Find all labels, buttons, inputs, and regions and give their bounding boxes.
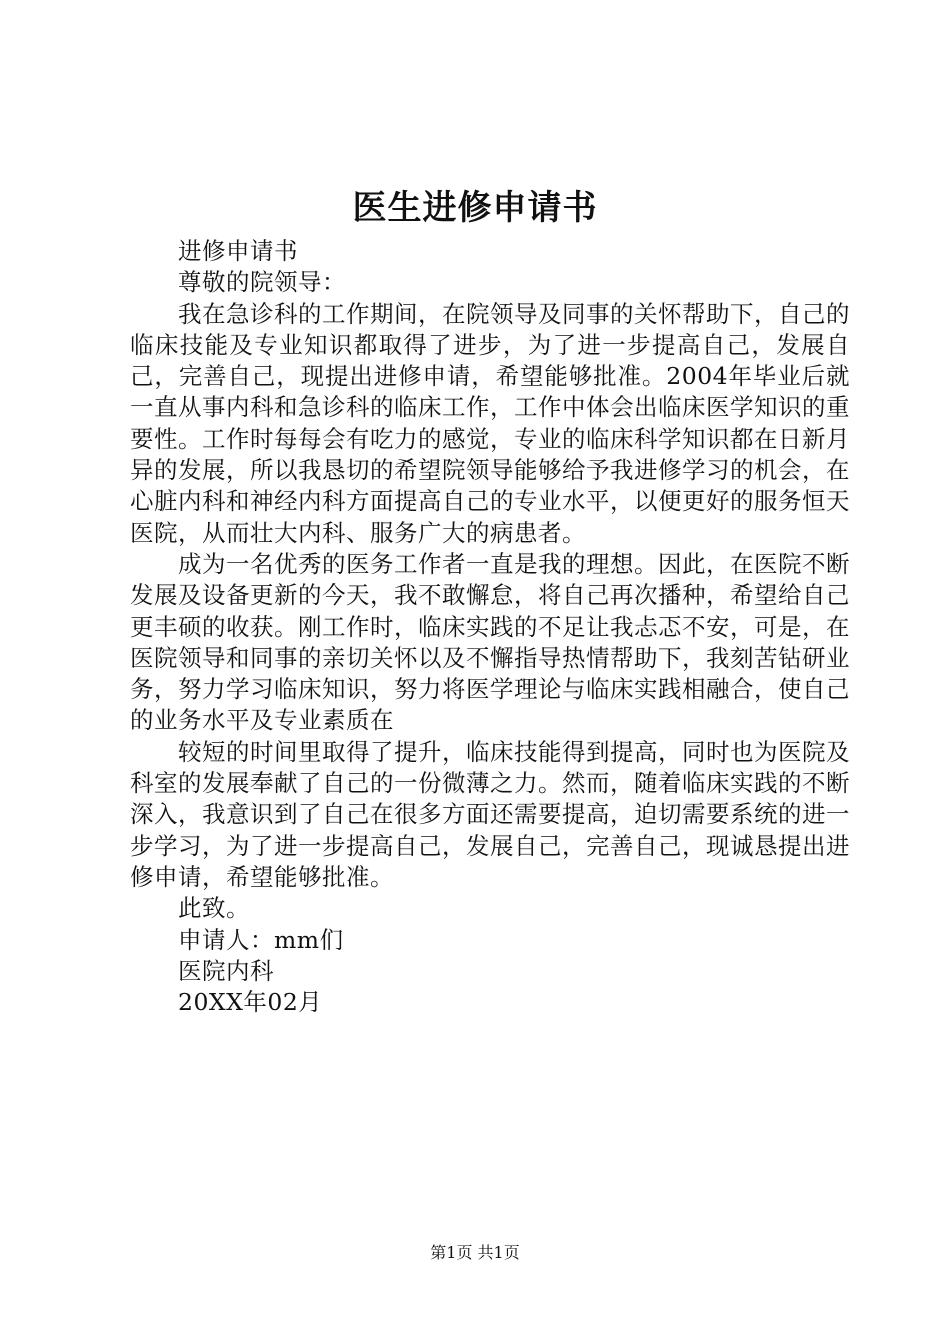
paragraph-3: 较短的时间里取得了提升，临床技能得到提高，同时也为医院及科室的发展奉献了自己的一份微薄之力。然而，随着临床实践的不断深入，我意识到了自己在很多方面还需要提高，迫切需要系统的进一步学习，为了进一步提高自己，发展自己，完善自己，现诚恳提出进修申请，希望能够批准。: [130, 737, 850, 891]
date: 20XX年02月: [178, 988, 323, 1017]
paragraph-2: 成为一名优秀的医务工作者一直是我的理想。因此，在医院不断发展及设备更新的今天，我不敢懈怠，将自己再次播种，希望给自己更丰硕的收获。刚工作时，临床实践的不足让我忐忑不安，可是，在医院领导和同事的亲切关怀以及不懈指导热情帮助下，我刻苦钻研业务，努力学习临床知识，努力将医学理论与临床实践相融合，使自己的业务水平及专业素质在: [130, 549, 850, 735]
applicant: 申请人：mm们: [178, 925, 344, 954]
page-footer: 第1页 共1页: [430, 1243, 520, 1262]
department: 医院内科: [178, 956, 274, 985]
subtitle: 进修申请书: [178, 237, 298, 265]
closing: 此致。: [178, 894, 250, 923]
document-title: 医生进修申请书: [352, 188, 598, 228]
document-body: [130, 236, 850, 1018]
paragraph-1: 我在急诊科的工作期间，在院领导及同事的关怀帮助下，自己的临床技能及专业知识都取得了进步，为了进一步提高自己，发展自己，完善自己，现提出进修申请，希望能够批准。2004年毕业后就一直从事内科和急诊科的临床工作，工作中体会出临床医学知识的重要性。工作时每每会有吃力的感觉，专业的临床科学知识都在日新月异的发展，所以我恳切的希望院领导能够给予我进修学习的机会，在心脏内科和神经内科方面提高自己的专业水平，以便更好的服务恒天医院，从而壮大内科、服务广大的病患者。: [130, 299, 850, 547]
salutation: 尊敬的院领导：: [178, 268, 346, 297]
